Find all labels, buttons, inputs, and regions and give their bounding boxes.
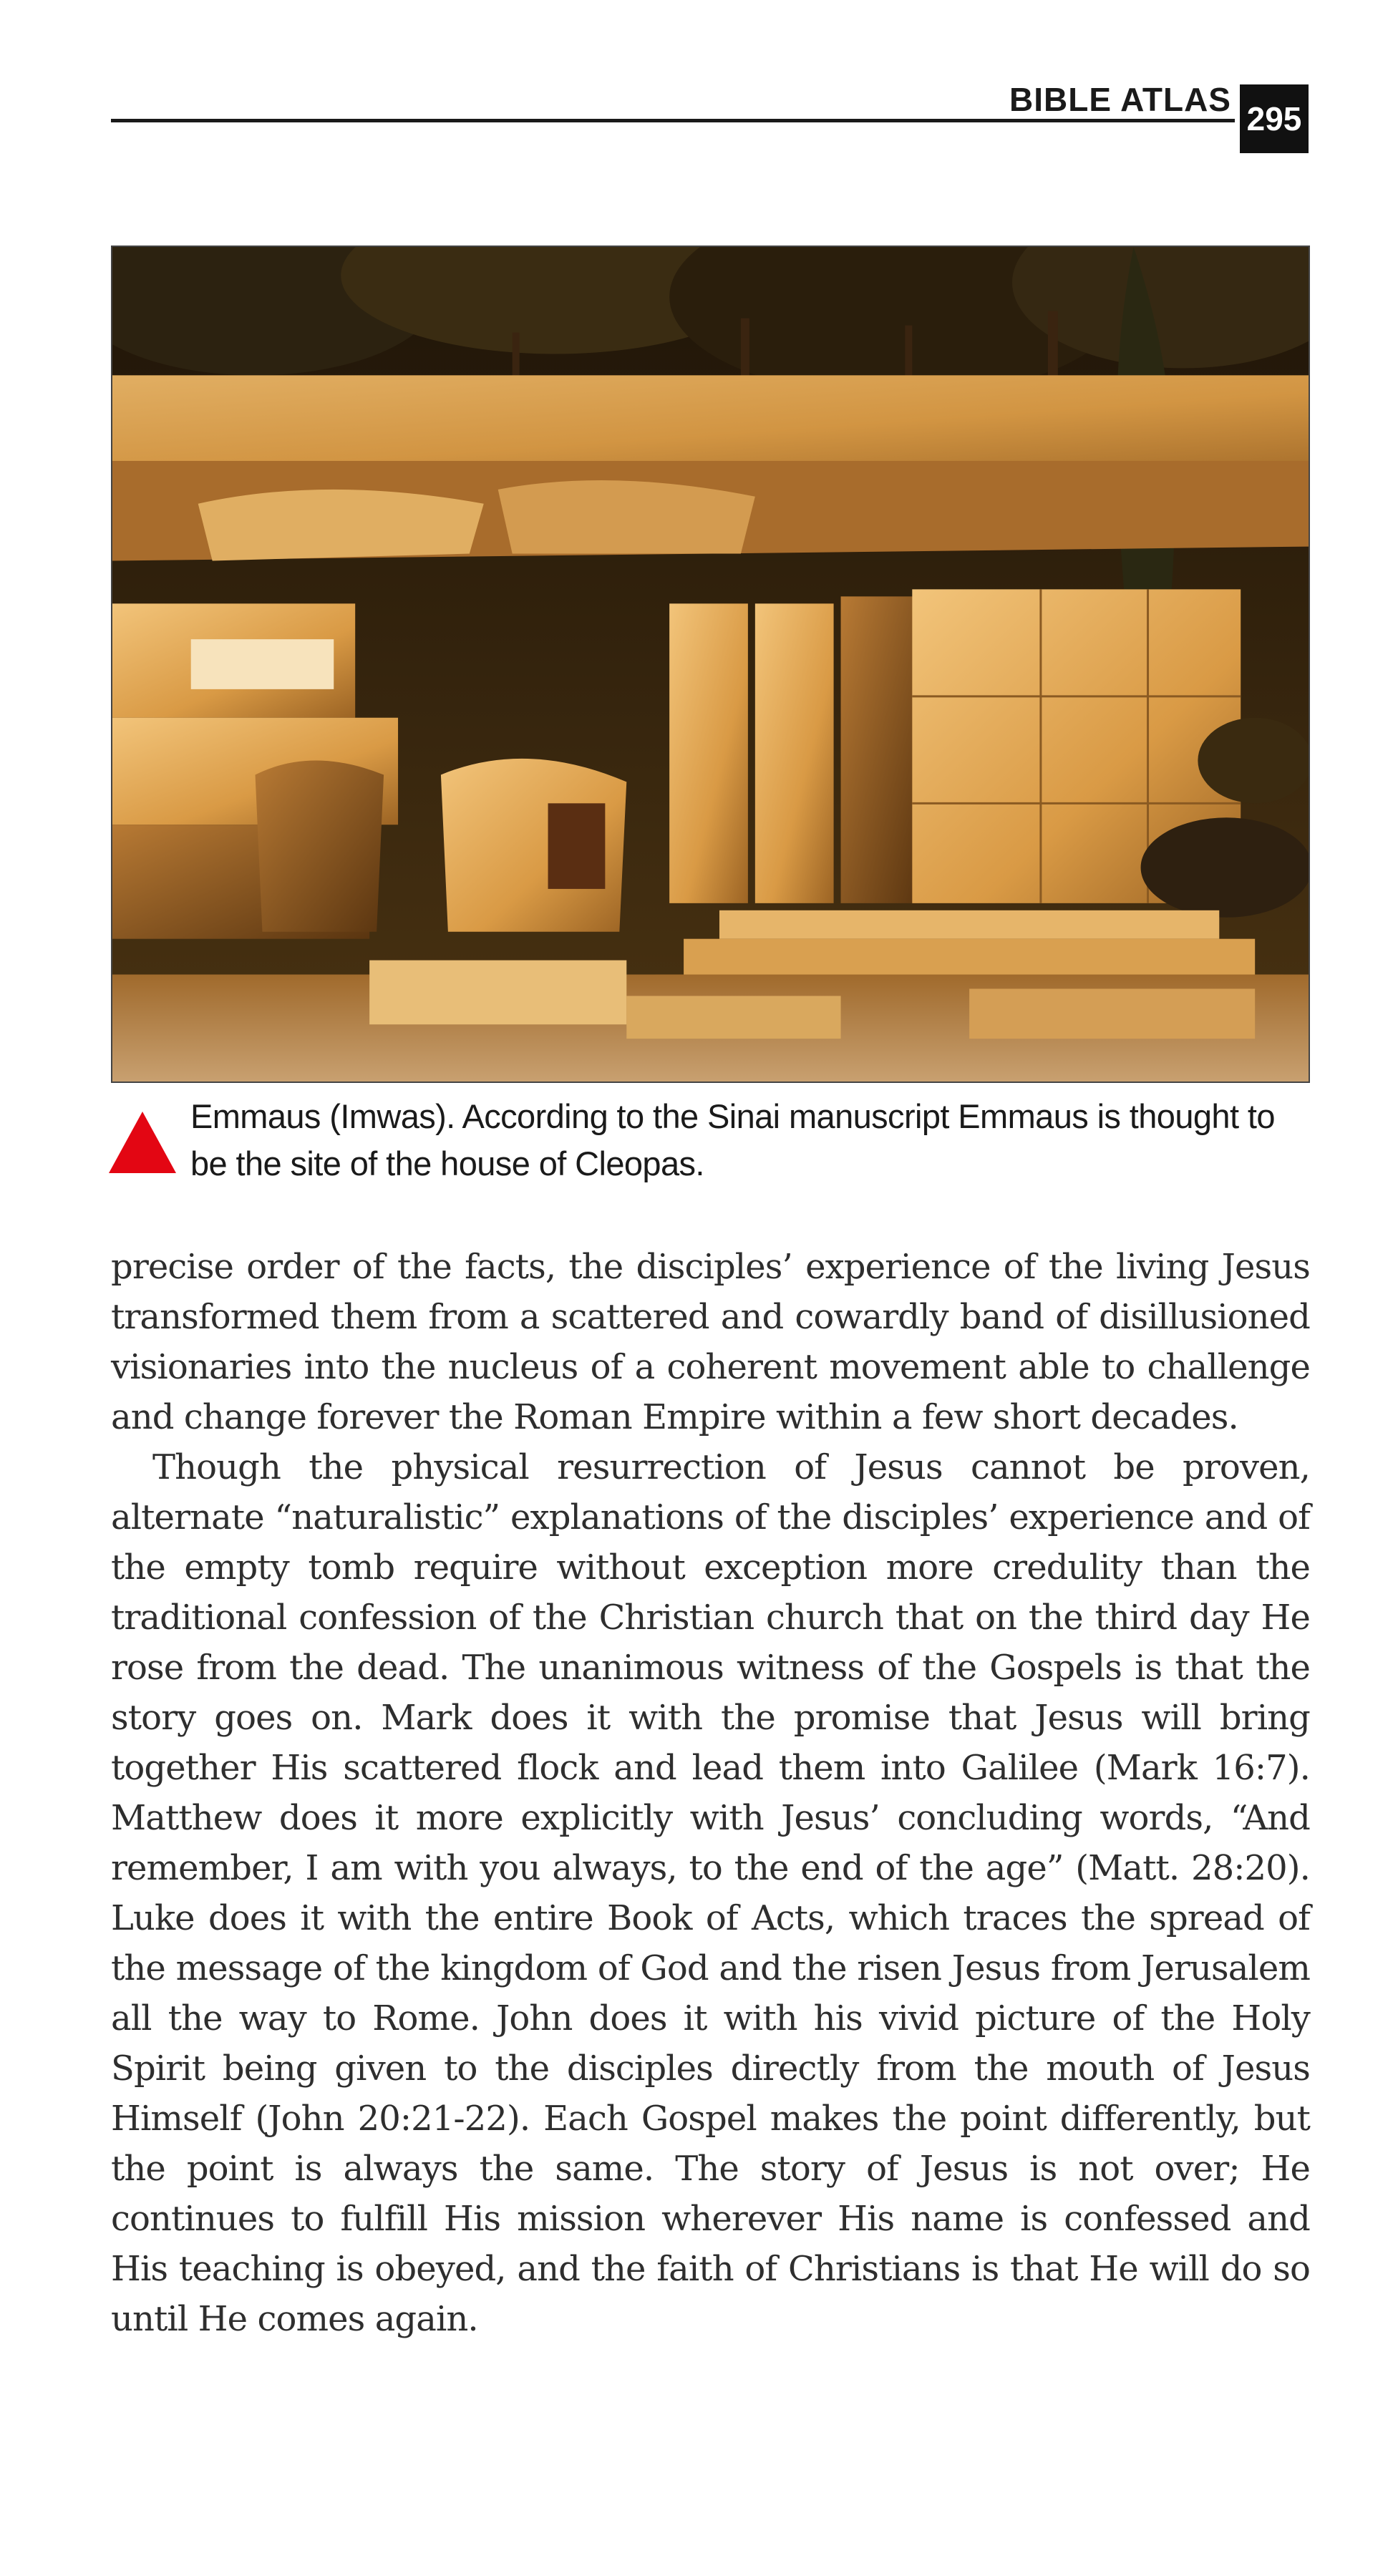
- header-rule: [111, 119, 1235, 122]
- running-header-title: BIBLE ATLAS: [1009, 81, 1231, 118]
- body-text: [111, 1242, 1310, 2344]
- caption-triangle-icon: [109, 1112, 176, 1173]
- paragraph-continuation: precise order of the facts, the disciples’ experience of the living Jesus transformed them from a scattered and cowardly band of disillusioned visionaries into the nucleus of a coherent movement able to challenge and change forever the Roman Empire within a few short decades.: [111, 1247, 1310, 1437]
- paragraph-resurrection: Though the physical resurrection of Jesus cannot be proven, alternate “naturalistic” explanations of the disciples’ experience and of the empty tomb require without exception more credulity than the traditional confession of the Christian church that on the third day He rose from the dead. The unanimous witness of the Gospels is that the story goes on. Mark does it with the promise that Jesus will bring together His scattered flock and lead them into Galilee (Mark 16:7). Matthew does it more explicitly with Jesus’ concluding words, “And remember, I am with you always, to the end of the age” (Matt. 28:20). Luke does it with the entire Book of Acts, which traces the spread of the message of the kingdom of God and the risen Jesus from Jerusalem all the way to Rome. John does it with his vivid picture of the Holy Spirit being given to the disciples directly from the mouth of Jesus Himself (John 20:21-22). Each Gospel makes the point differently, but the point is always the same. The story of Jesus is not over; He continues to fulfill His mission wherever His name is confessed and His teaching is obeyed, and the faith of Christians is that He will do so until He comes again.: [111, 1447, 1310, 2339]
- page-number-badge: 295: [1240, 84, 1309, 153]
- figure-caption: Emmaus (Imwas). According to the Sinai manuscript Emmaus is thought to be the site of the house of Cleopas.: [190, 1097, 1275, 1182]
- emmaus-ruins-photo: [111, 246, 1310, 1083]
- photo-illustration: [112, 247, 1309, 1082]
